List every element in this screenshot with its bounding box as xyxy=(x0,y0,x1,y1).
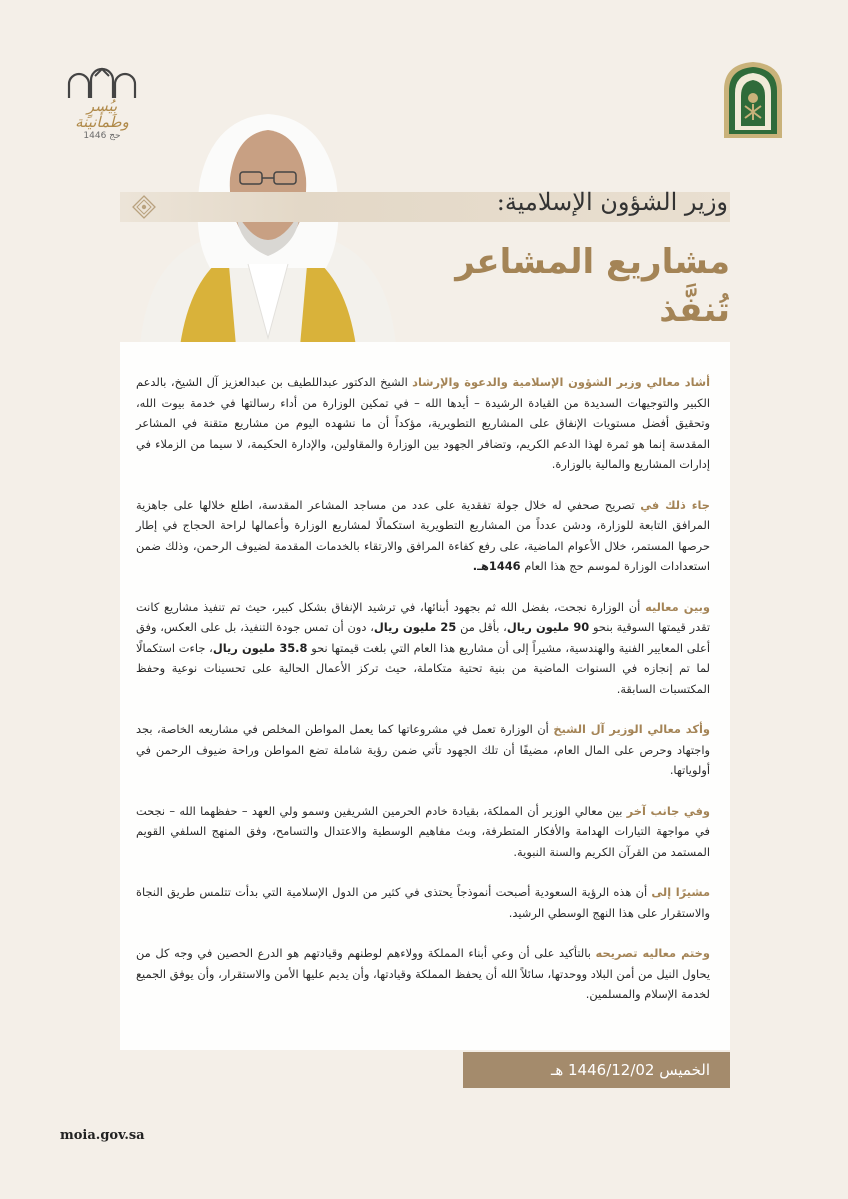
ornament-icon xyxy=(132,195,156,219)
paragraph-text: أن الوزارة تعمل في مشروعاتها كما يعمل المواطن المخلص في مشاريعه الخاصة، بجد واجتهاد وحرص على المال العام، مضيفًا أن تلك الجهود تأتي ضمن رؤية شاملة تضع المواطن وراحة ضيوف الرحمن في أولوياتها. xyxy=(136,722,710,777)
paragraph-text: ، جاءت استكمالًا لما تم إنجازه في السنوات الماضية من بنية تحتية متكاملة، حيث تركز الأعمال الحالية على تحسينات نوعية وحفظ المكتسبات السابقة. xyxy=(136,640,710,696)
paragraph-text: أن الوزارة نجحت، بفضل الله ثم بجهود أبنائها، في ترشيد الإنفاق بشكل كبير، حيث تم تنفيذ مشاريع كانت تقدر قيمتها السوقية بنحو xyxy=(136,599,710,634)
paragraph-lead: وأكد معالي الوزير آل الشيخ xyxy=(553,722,710,736)
ministry-emblem-icon xyxy=(720,60,786,140)
paragraph-text: الشيخ الدكتور عبداللطيف بن عبدالعزيز آل الشيخ، بالدعم الكبير والتوجيهات السديدة من القيادة الرشيدة – أيدها الله – في تمكين الوزارة من أداء رسالتها في خدمة بيوت الله، وتحقيق أفضل مستويات الإنفاق على المشاريع التطويرية، مؤكداً أن ما نشهده اليوم من مشاريع متقنة في المشاعر المقدسة إنما هو ثمرة لهذا الدعم الكريم، وتضافر الجهود بين الوزارة والمقاولين، والإدارة الحكيمة، لا سيما من الزملاء في إدارات المشاريع والمالية بالوزارة. xyxy=(136,375,710,471)
paragraph xyxy=(136,495,710,577)
paragraph xyxy=(136,719,710,781)
paragraph-text: بالتأكيد على أن وعي أبناء المملكة وولاءهم لوطنهم وقيادتهم هو الدرع الحصين في وجه كل من يحاول النيل من أمن البلاد ووحدتها، سائلاً الله أن يحفظ المملكة وقيادتها، وأن يديم عليها الأمن والاستقرار، وأن يوفق الجميع لخدمة الإسلام والمسلمين. xyxy=(136,946,710,1001)
hajj-arches-icon xyxy=(65,66,139,100)
paragraph xyxy=(136,943,710,1005)
paragraph-lead: وختم معاليه تصريحه xyxy=(595,946,710,960)
paragraph xyxy=(136,801,710,863)
this-year-value-bold: 35.8 مليون ريال xyxy=(212,640,308,655)
paragraph-text: ، بأقل من xyxy=(456,620,507,634)
footer-url[interactable]: moia.gov.sa xyxy=(60,1128,145,1143)
headline-kicker: وزير الشؤون الإسلامية: xyxy=(496,188,728,216)
paragraph-lead: وبين معاليه xyxy=(645,599,710,614)
hajj-brand-text: بِيُسرٍ وطمأنينة xyxy=(75,97,129,131)
paragraph xyxy=(136,882,710,923)
article-body xyxy=(136,372,710,1025)
paragraph-lead: مشيرًا إلى xyxy=(651,885,710,899)
paragraph xyxy=(136,597,710,700)
hajj-year-label: حج 1446 xyxy=(83,131,121,141)
paragraph-lead: أشاد معالي وزير الشؤون الإسلامية والدعوة والإرشاد xyxy=(412,375,711,389)
paragraph-lead: جاء ذلك في xyxy=(640,497,711,512)
date-bar: الخميس 1446/12/02 هـ xyxy=(463,1052,730,1088)
market-value-bold: 90 مليون ريال xyxy=(506,620,590,634)
ministry-emblem xyxy=(720,60,786,140)
actual-cost-bold: 25 مليون ريال xyxy=(373,620,457,634)
paragraph-text: أن هذه الرؤية السعودية أصبحت أنموذجاً يحتذى في كثير من الدول الإسلامية التي بدأت تتلمس طريق النجاة والاستقرار على هذا النهج الوسطي الرشيد. xyxy=(136,885,710,920)
paragraph-text: تصريح صحفي له خلال جولة تفقدية على عدد من مساجد المشاعر المقدسة، اطلع خلالها على جاهزية المرافق التابعة للوزارة، ودشن عدداً من المشاريع التطويرية استكمالًا لمشاريع الوزارة وأعمالها لراحة الحجاج في إطار حرصها المستمر، خلال الأعوام الماضية، على رفع كفاءة المرافق والارتقاء بالخدمات المقدمة لضيوف الرحمن، وذلك ضمن استعدادات الوزارة لموسم حج هذا العام xyxy=(136,497,710,573)
hajj-year-bold: 1446هـ. xyxy=(472,559,521,573)
minister-portrait xyxy=(140,108,396,346)
paragraph-text: بين معالي الوزير أن المملكة، بقيادة خادم الحرمين الشريفين وسمو ولي العهد – حفظهما الله – نجحت في مواجهة التيارات الهدامة والأفكار المتطرفة، وبث مفاهيم الوسطية والاعتدال والتسامح، وفق المنهج السلفي القويم المستمد من القرآن الكريم والسنة النبوية. xyxy=(136,803,710,859)
title-line-1: مشاريع المشاعر تُنفَّذ xyxy=(455,242,730,330)
hajj-logo xyxy=(58,66,146,141)
paragraph xyxy=(136,372,710,475)
paragraph-text: ، دون أن تمس جودة التنفيذ، بل على العكس، وفق أعلى المعايير الفنية والهندسية، مشيراً إلى أن مشاريع هذا العام التي بلغت قيمتها نحو xyxy=(136,620,710,655)
paragraph-lead: وفي جانب آخر xyxy=(626,803,710,818)
